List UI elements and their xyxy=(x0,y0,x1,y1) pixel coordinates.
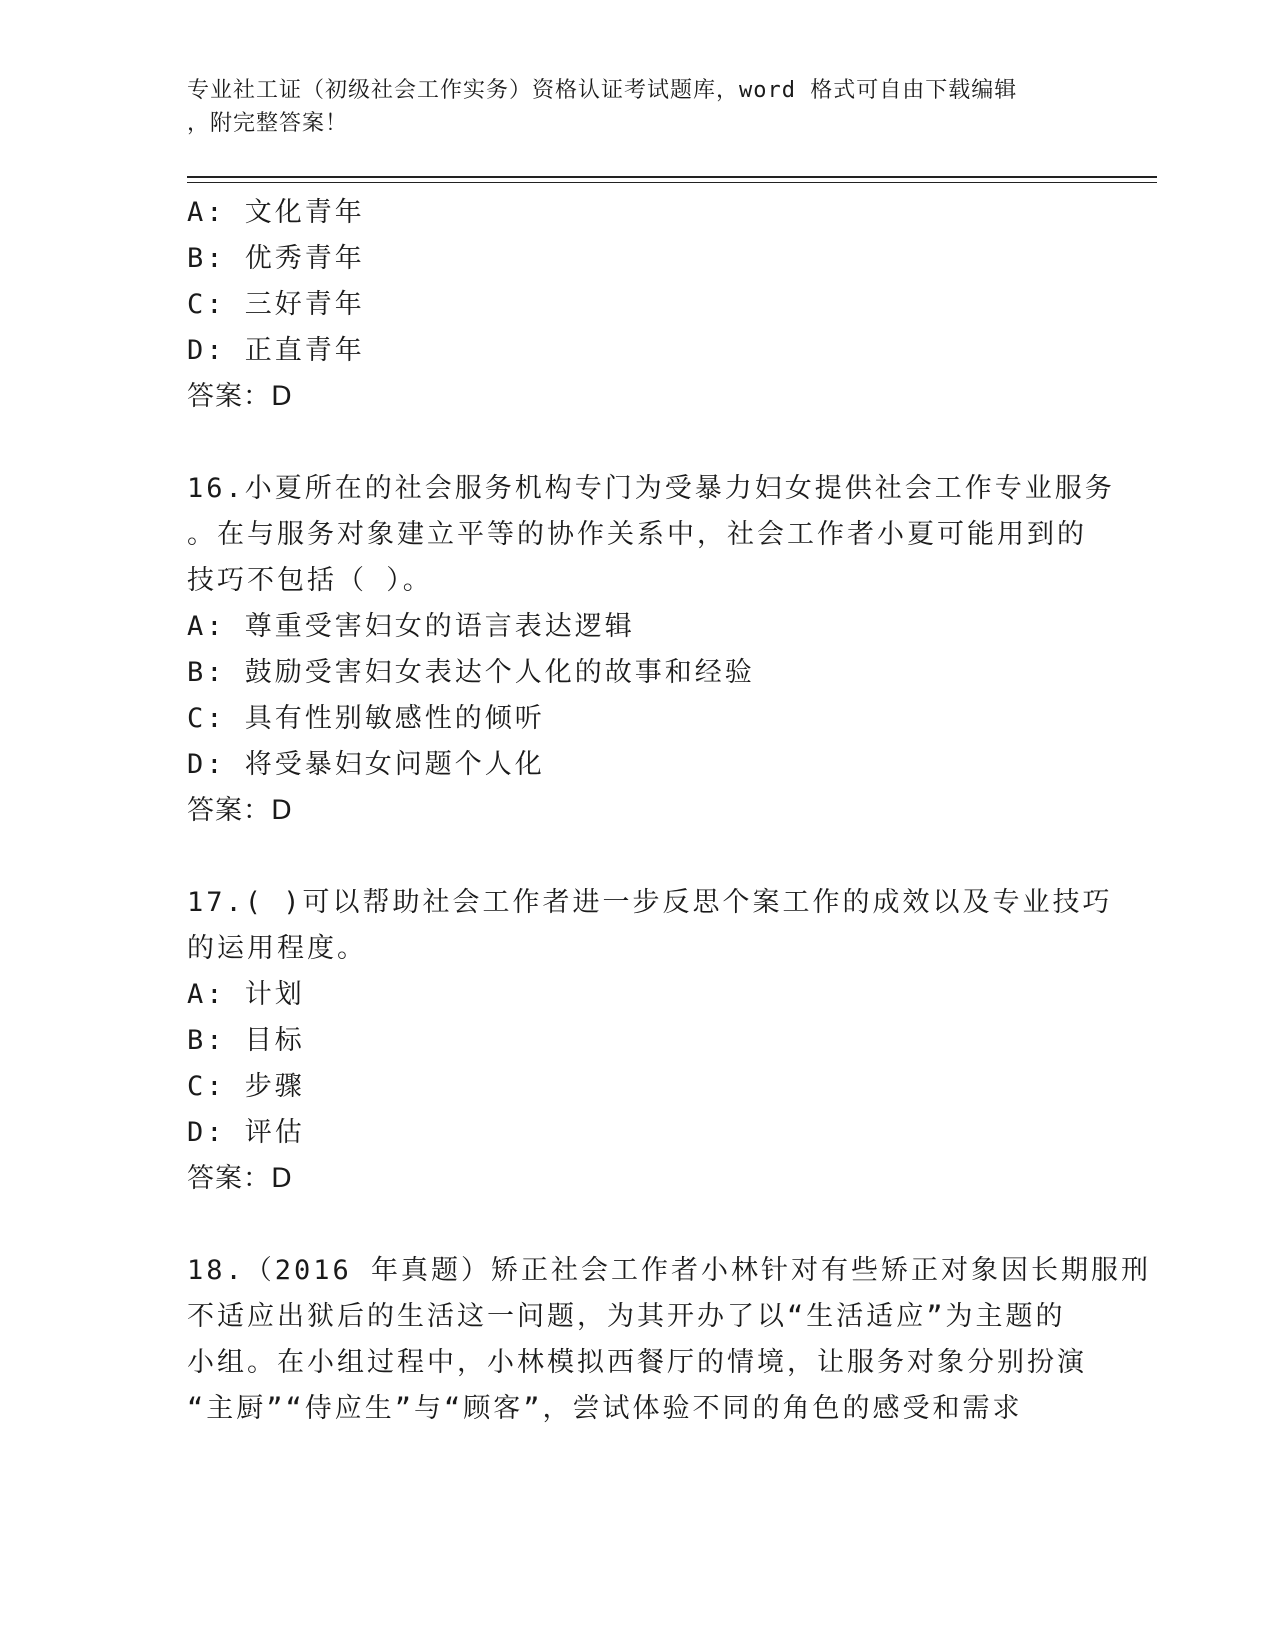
header-line-1: 专业社工证（初级社会工作实务）资格认证考试题库，word 格式可自由下载编辑 xyxy=(187,78,1018,103)
option-a: A: 文化青年 xyxy=(187,197,365,228)
question-text-line: 18.（2016 年真题）矫正社会工作者小林针对有些矫正对象因长期服刑 xyxy=(187,1255,1152,1286)
question-text-line: 17.( )可以帮助社会工作者进一步反思个案工作的成效以及专业技巧 xyxy=(187,887,1113,918)
option-d: D: 评估 xyxy=(187,1117,305,1148)
option-a: A: 尊重受害妇女的语言表达逻辑 xyxy=(187,611,635,642)
option-b: B: 目标 xyxy=(187,1025,305,1056)
option-c: C: 三好青年 xyxy=(187,289,365,320)
question-text-line: “主厨”“侍应生”与“顾客”，尝试体验不同的角色的感受和需求 xyxy=(187,1393,1023,1424)
answer-line: 答案：D xyxy=(187,381,293,412)
option-d: D: 正直青年 xyxy=(187,335,365,366)
spacer xyxy=(187,420,1092,466)
question-text-line: 的运用程度。 xyxy=(187,933,367,964)
question-text-line: 16.小夏所在的社会服务机构专门为受暴力妇女提供社会工作专业服务 xyxy=(187,473,1115,504)
option-c: C: 具有性别敏感性的倾听 xyxy=(187,703,545,734)
question-text-line: 技巧不包括（ ）。 xyxy=(187,565,433,596)
question-text-line: 。在与服务对象建立平等的协作关系中，社会工作者小夏可能用到的 xyxy=(187,519,1087,550)
header-rule-thin xyxy=(187,182,1157,183)
spacer xyxy=(187,834,1092,880)
header-rule-thick xyxy=(187,176,1157,178)
option-d: D: 将受暴妇女问题个人化 xyxy=(187,749,545,780)
question-16 xyxy=(187,466,1115,834)
option-b: B: 优秀青年 xyxy=(187,243,365,274)
header-line-2: ，附完整答案！ xyxy=(187,111,349,136)
question-18 xyxy=(187,1248,1152,1432)
option-a: A: 计划 xyxy=(187,979,305,1010)
answer-line: 答案：D xyxy=(187,1163,293,1194)
document-header xyxy=(187,74,1067,140)
option-c: C: 步骤 xyxy=(187,1071,305,1102)
document-body xyxy=(187,190,1152,1432)
question-15-tail xyxy=(187,190,1092,420)
question-text-line: 不适应出狱后的生活这一问题，为其开办了以“生活适应”为主题的 xyxy=(187,1301,1066,1332)
spacer xyxy=(187,1202,1092,1248)
option-b: B: 鼓励受害妇女表达个人化的故事和经验 xyxy=(187,657,755,688)
answer-line: 答案：D xyxy=(187,795,293,826)
question-text-line: 小组。在小组过程中，小林模拟西餐厅的情境，让服务对象分别扮演 xyxy=(187,1347,1087,1378)
question-17 xyxy=(187,880,1113,1202)
